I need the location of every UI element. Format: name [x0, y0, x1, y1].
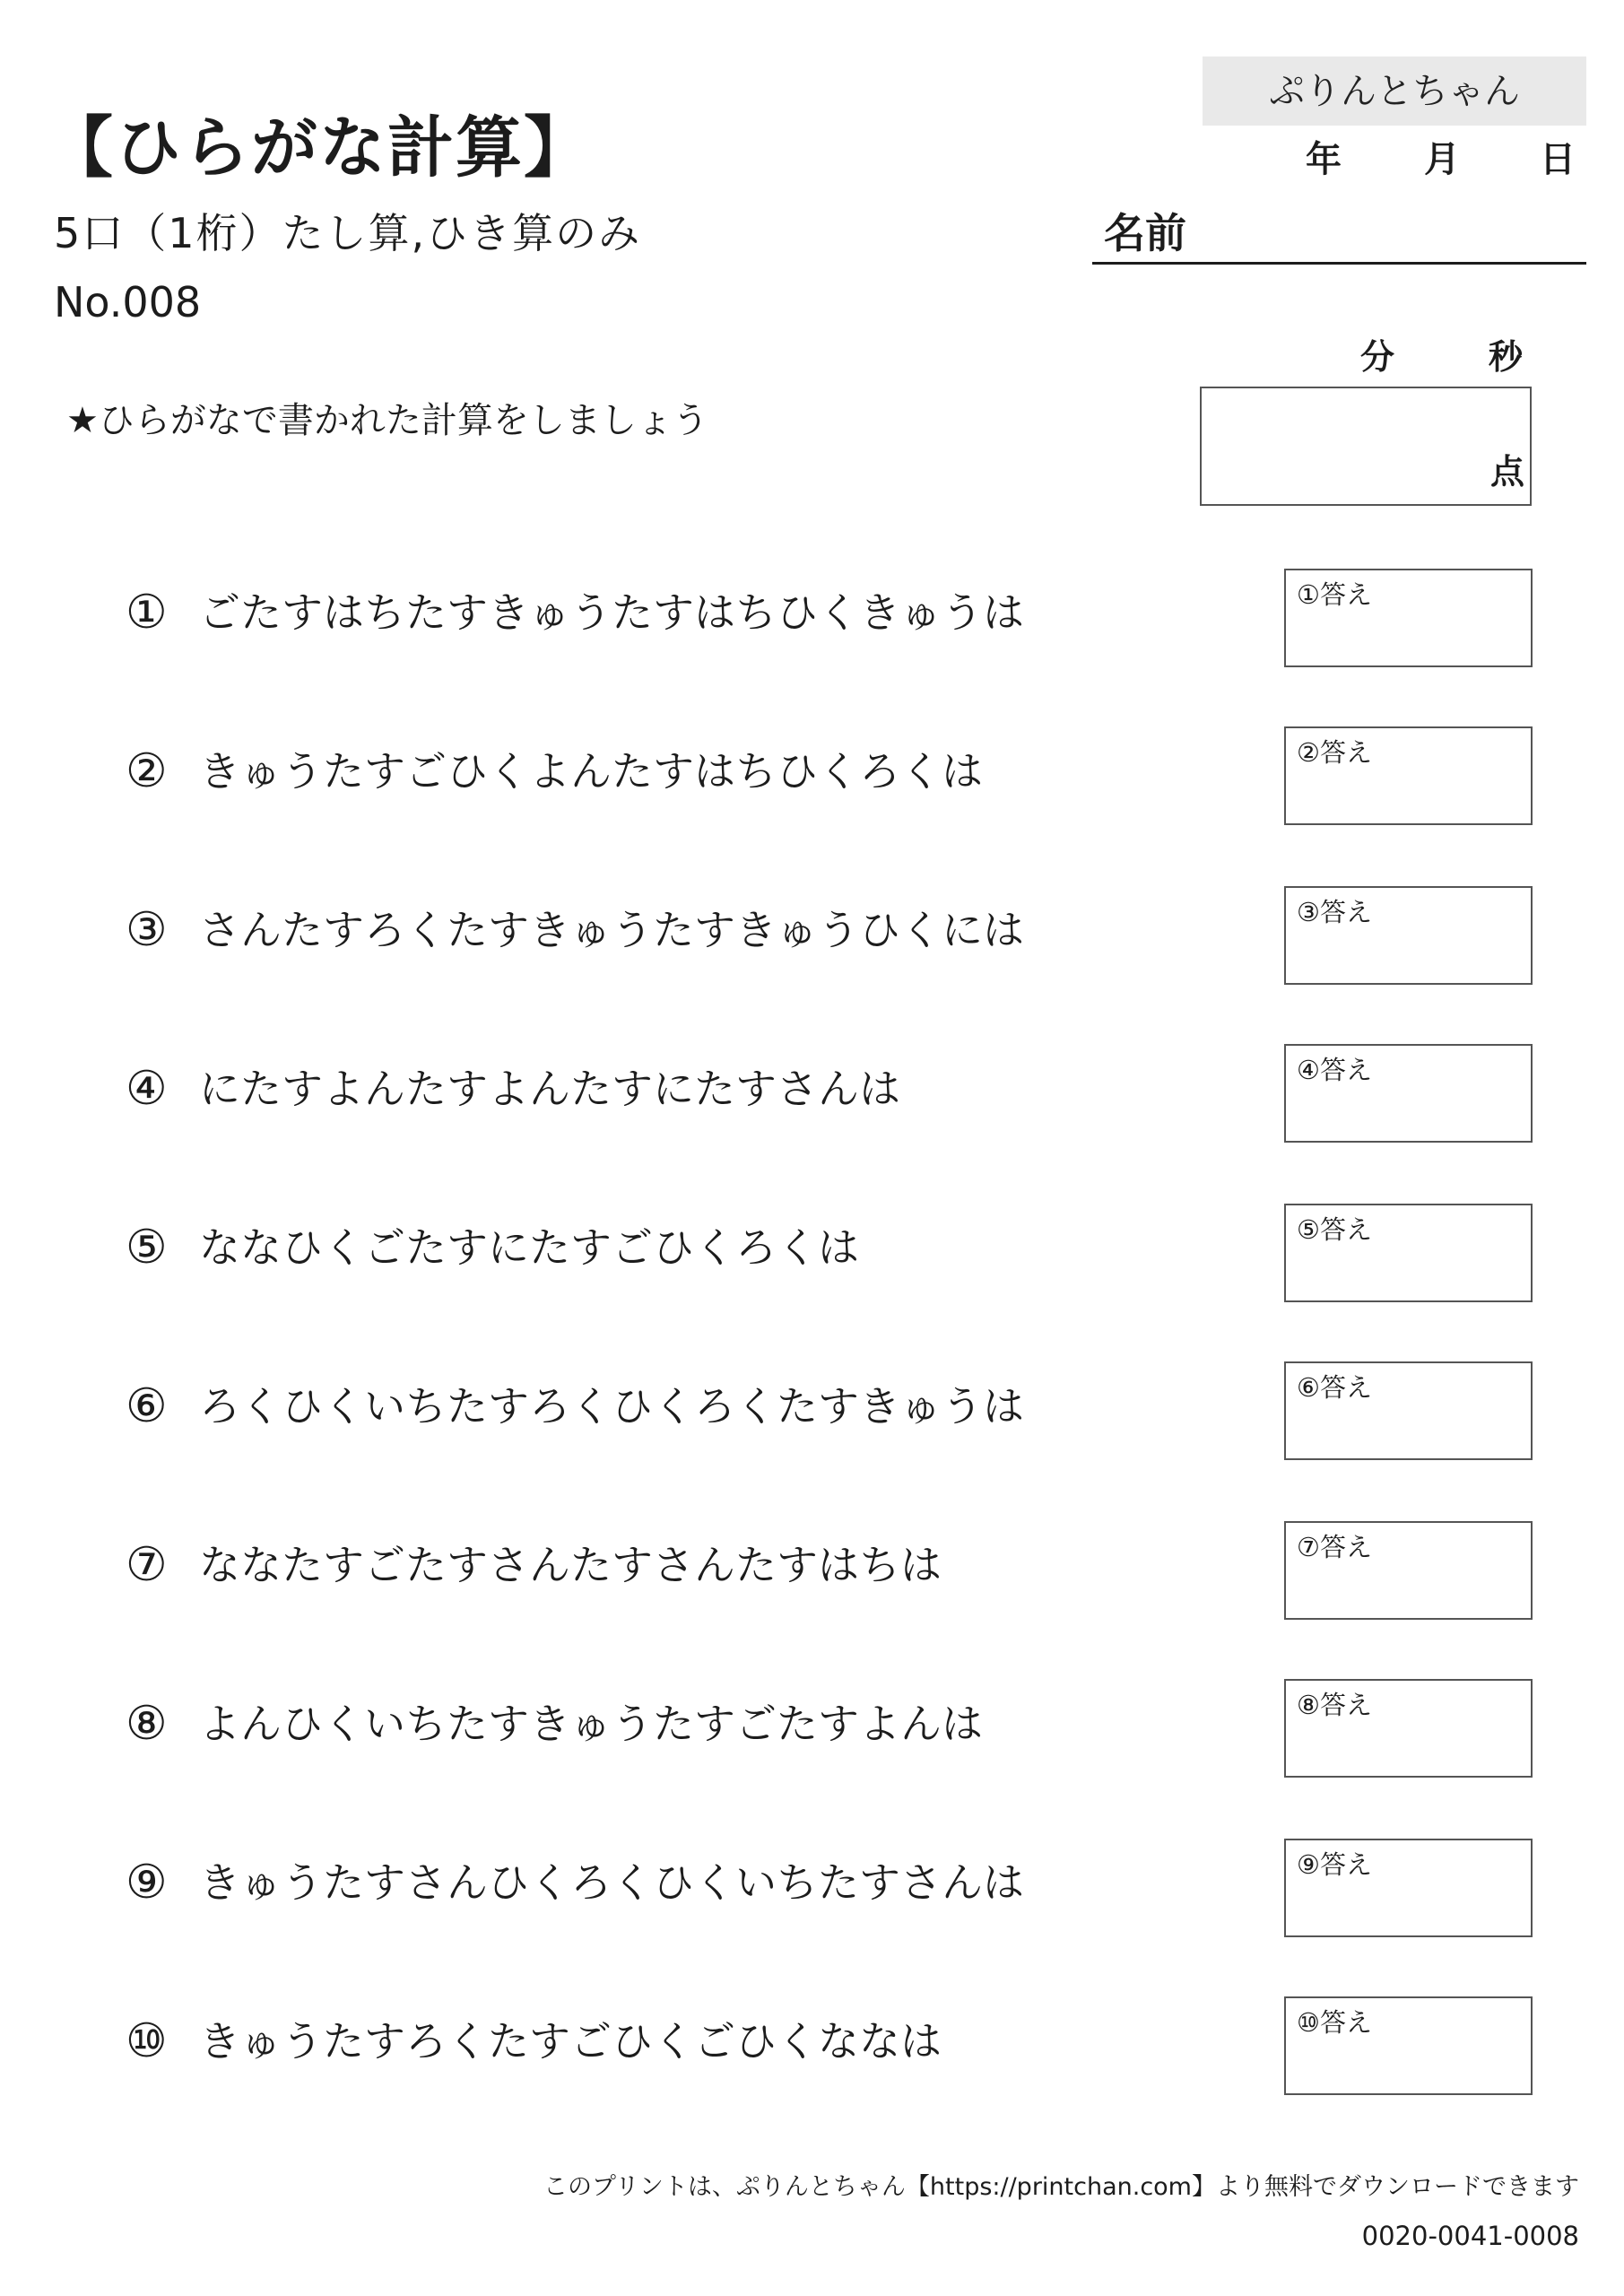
answer-label: ⑦答え	[1297, 1532, 1372, 1562]
time-seconds-label: 秒	[1489, 337, 1524, 377]
question-number: ⑦	[126, 1538, 168, 1592]
worksheet-title: 【ひらがな計算】	[47, 109, 592, 187]
footer-notice: このプリントは、ぷりんとちゃん【https://printchan.com】より無料でダウンロードできます	[543, 2173, 1579, 2201]
time-minutes-label: 分	[1360, 337, 1395, 377]
answer-box	[1284, 569, 1533, 667]
question-row	[126, 744, 983, 798]
date-month-label: 月	[1424, 139, 1460, 180]
question-row	[126, 2014, 942, 2068]
question-text: にたすよんたすよんたすにたすさんは	[199, 1065, 900, 1113]
score-label: 点	[1490, 452, 1525, 491]
date-day-label: 日	[1540, 139, 1576, 180]
answer-label: ①答え	[1297, 579, 1372, 610]
question-row	[126, 1697, 983, 1751]
question-text: きゅうたすさんひくろくひくいちたすさんは	[199, 1858, 1024, 1907]
question-text: きゅうたすごひくよんたすはちひくろくは	[199, 747, 983, 796]
brand-label: ぷりんとちゃん	[1203, 57, 1586, 126]
question-row	[126, 1062, 900, 1116]
worksheet-number: No.008	[54, 278, 202, 326]
question-text: さんたすろくたすきゅうたすきゅうひくには	[199, 906, 1024, 954]
question-number: ⑤	[126, 1221, 168, 1274]
answer-box	[1284, 886, 1533, 985]
name-underline	[1092, 262, 1586, 265]
question-number: ⑨	[126, 1856, 168, 1909]
question-row	[126, 586, 1024, 639]
answer-label: ⑧答え	[1297, 1690, 1372, 1720]
answer-label: ②答え	[1297, 737, 1372, 768]
answer-label: ⑥答え	[1297, 1372, 1372, 1403]
instruction-text: ★ひらがなで書かれた計算をしましょう	[66, 400, 708, 441]
answer-box	[1284, 1839, 1533, 1937]
footer-code: 0020-0041-0008	[1361, 2221, 1579, 2251]
answer-box	[1284, 1521, 1533, 1620]
question-text: ごたすはちたすきゅうたすはちひくきゅうは	[199, 588, 1024, 637]
question-number: ⑧	[126, 1697, 168, 1751]
question-number: ④	[126, 1062, 168, 1116]
question-number: ②	[126, 744, 168, 798]
name-label: 名前	[1104, 209, 1186, 257]
answer-label: ⑨答え	[1297, 1849, 1372, 1880]
question-text: ななひくごたすにたすごひくろくは	[199, 1223, 859, 1272]
answer-box	[1284, 1044, 1533, 1143]
question-number: ①	[126, 586, 168, 639]
score-box	[1200, 387, 1532, 506]
question-number: ③	[126, 903, 168, 957]
answer-box	[1284, 1679, 1533, 1778]
answer-label: ⑤答え	[1297, 1214, 1372, 1245]
question-row	[126, 1379, 1024, 1433]
worksheet-subtitle: 5口（1桁）たし算,ひき算のみ	[54, 209, 642, 257]
question-text: よんひくいちたすきゅうたすごたすよんは	[199, 1700, 983, 1748]
question-row	[126, 1856, 1024, 1909]
answer-box	[1284, 726, 1533, 825]
question-row	[126, 903, 1024, 957]
answer-box	[1284, 1361, 1533, 1460]
answer-box	[1284, 1204, 1533, 1302]
question-number: ⑥	[126, 1379, 168, 1433]
answer-box	[1284, 1996, 1533, 2095]
question-text: ろくひくいちたすろくひくろくたすきゅうは	[199, 1382, 1024, 1431]
question-row	[126, 1538, 942, 1592]
answer-label: ④答え	[1297, 1055, 1372, 1085]
question-text: ななたすごたすさんたすさんたすはちは	[199, 1541, 942, 1589]
question-number: ⑩	[126, 2014, 168, 2068]
question-text: きゅうたすろくたすごひくごひくななは	[199, 2017, 942, 2066]
question-row	[126, 1221, 859, 1274]
date-year-label: 年	[1306, 139, 1342, 180]
answer-label: ⑩答え	[1297, 2007, 1372, 2038]
answer-label: ③答え	[1297, 897, 1372, 927]
